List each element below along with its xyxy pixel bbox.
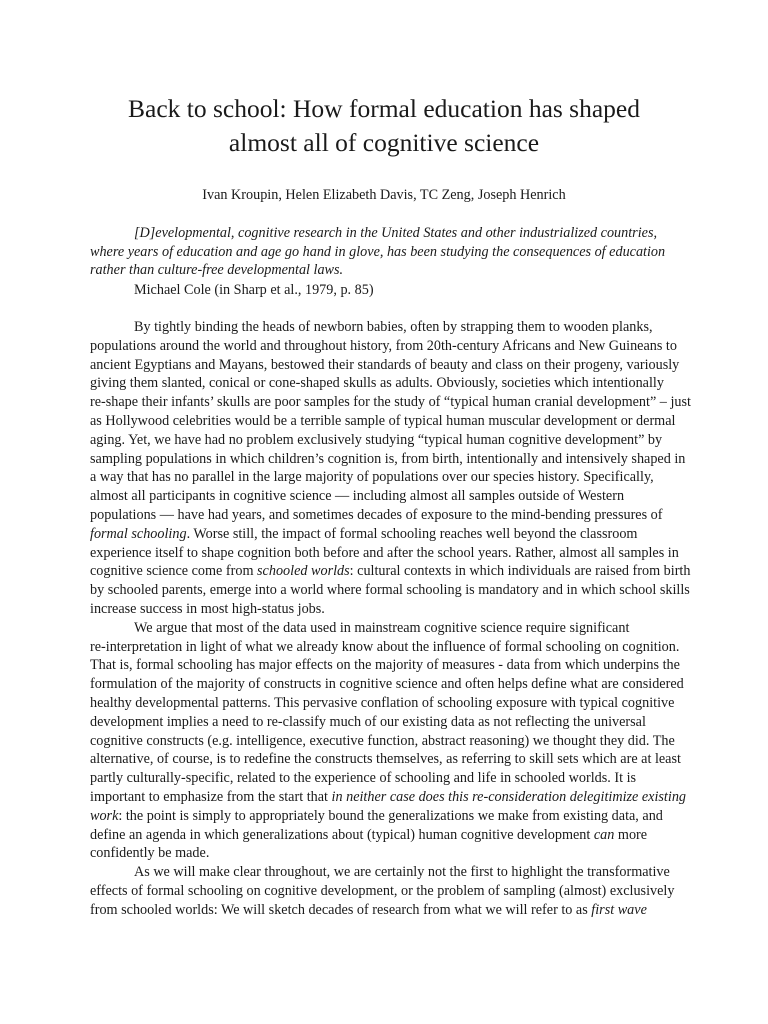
text-line: as Hollywood celebrities would be a terrible sample of typical human muscular development or dermal bbox=[90, 412, 676, 429]
emphasis: schooled worlds bbox=[257, 563, 350, 580]
text-line bbox=[46, 807, 678, 826]
text-run: more bbox=[614, 826, 648, 843]
title-line: Back to school: How formal education has shaped bbox=[128, 94, 640, 123]
text-line: increase success in most high-status jobs. bbox=[90, 600, 325, 617]
text-line: giving them slanted, conical or cone-shaped skulls as adults. Obviously, societies which intentionally bbox=[90, 375, 664, 392]
text-line bbox=[46, 826, 678, 845]
text-line: partly culturally-specific, related to the experience of schooling and life in schooled worlds. It is bbox=[90, 770, 637, 787]
text-line: aging. Yet, we have had no problem exclusively studying “typical human cognitive development” by bbox=[90, 431, 663, 448]
epigraph-source: Michael Cole (in Sharp et al., 1979, p. 85) bbox=[134, 282, 374, 298]
text-line bbox=[46, 788, 687, 807]
text-line: formulation of the majority of constructs in cognitive science and often helps define what are considered bbox=[90, 676, 684, 693]
text-line: effects of formal schooling on cognitive development, or the problem of sampling (almost) exclusively bbox=[90, 882, 675, 899]
emphasis: can bbox=[593, 826, 615, 843]
text-line: confidently be made. bbox=[90, 845, 210, 862]
text-line: development implies a need to re-classify much of our existing data as not reflecting the universal bbox=[90, 713, 646, 730]
paragraph bbox=[90, 619, 687, 863]
text-line: cognitive constructs (e.g. intelligence, executive function, abstract reasoning) we thought they did. The bbox=[90, 732, 675, 749]
paper-title bbox=[60, 92, 708, 160]
author-list: Ivan Kroupin, Helen Elizabeth Davis, TC Zeng, Joseph Henrich bbox=[202, 187, 566, 203]
text-line: experience itself to shape cognition both before and after the school years. Rather, almost all samples in bbox=[90, 544, 679, 561]
emphasis: work bbox=[90, 807, 119, 824]
text-line bbox=[46, 525, 678, 544]
text-line: almost all participants in cognitive science — including almost all samples outside of Western bbox=[90, 488, 625, 505]
text-line: ancient Egyptians and Mayans, bestowed their standards of beauty and class on their progeny, variously bbox=[90, 356, 680, 373]
text-run: cognitive science come from bbox=[90, 563, 258, 580]
text-line: by schooled parents, emerge into a world where formal schooling is mandatory and in which school skills bbox=[90, 582, 690, 599]
epigraph-quote bbox=[90, 224, 678, 280]
text-run: : cultural contexts in which individuals are raised from birth bbox=[349, 563, 691, 580]
text-line: We argue that most of the data used in mainstream cognitive science require significant bbox=[134, 619, 630, 636]
text-line: re-interpretation in light of what we already know about the influence of formal schooling on cognition. bbox=[90, 638, 680, 655]
text-line: By tightly binding the heads of newborn babies, often by strapping them to wooden planks, bbox=[134, 319, 653, 335]
text-run: : the point is simply to appropriately bound the generalizations we make from existing data, and bbox=[118, 807, 663, 824]
text-line bbox=[46, 901, 678, 920]
text-line: That is, formal schooling has major effects on the majority of measures - data from which underpins the bbox=[90, 657, 680, 674]
epigraph-line: where years of education and age go hand in glove, has been studying the consequences of education bbox=[90, 243, 666, 260]
text-line: alternative, of course, is to redefine the constructs themselves, as referring to skill sets which are at least bbox=[90, 751, 681, 768]
text-run: from schooled worlds: We will sketch decades of research from what we will refer to as bbox=[90, 901, 592, 918]
epigraph-line: [D]evelopmental, cognitive research in the United States and other industrialized countries, bbox=[134, 225, 658, 241]
text-line: re-shape their infants’ skulls are poor samples for the study of “typical human cranial development” – just bbox=[90, 394, 691, 411]
text-line: sampling populations in which children’s cognition is, from birth, intentionally and intensively shaped in bbox=[90, 450, 686, 467]
text-line: populations around the world and throughout history, from 20th-century Africans and New Guineans to bbox=[90, 337, 677, 354]
text-line: populations — have had years, and sometimes decades of exposure to the mind-bending pressures of bbox=[90, 506, 663, 523]
paragraph bbox=[90, 863, 678, 919]
body-text bbox=[90, 318, 691, 920]
text-line: As we will make clear throughout, we are certainly not the first to highlight the transformative bbox=[134, 864, 670, 881]
text-line: a way that has no parallel in the large majority of populations over our species history. Specifically, bbox=[90, 469, 654, 486]
epigraph-line: rather than culture-free developmental laws. bbox=[90, 262, 344, 279]
emphasis: first wave bbox=[591, 901, 647, 918]
text-line bbox=[46, 562, 691, 581]
emphasis: in neither case does this re-consideration delegitimize existing bbox=[331, 788, 687, 805]
text-run: important to emphasize from the start that bbox=[90, 788, 332, 805]
paragraph bbox=[90, 318, 691, 619]
text-run: . Worse still, the impact of formal schooling reaches well beyond the classroom bbox=[186, 525, 638, 542]
title-line: almost all of cognitive science bbox=[228, 128, 540, 157]
emphasis: formal schooling bbox=[90, 525, 187, 542]
text-line: healthy developmental patterns. This pervasive conflation of schooling exposure with typical cognitive bbox=[90, 694, 675, 711]
text-run: define an agenda in which generalizations about (typical) human cognitive development bbox=[90, 826, 594, 843]
